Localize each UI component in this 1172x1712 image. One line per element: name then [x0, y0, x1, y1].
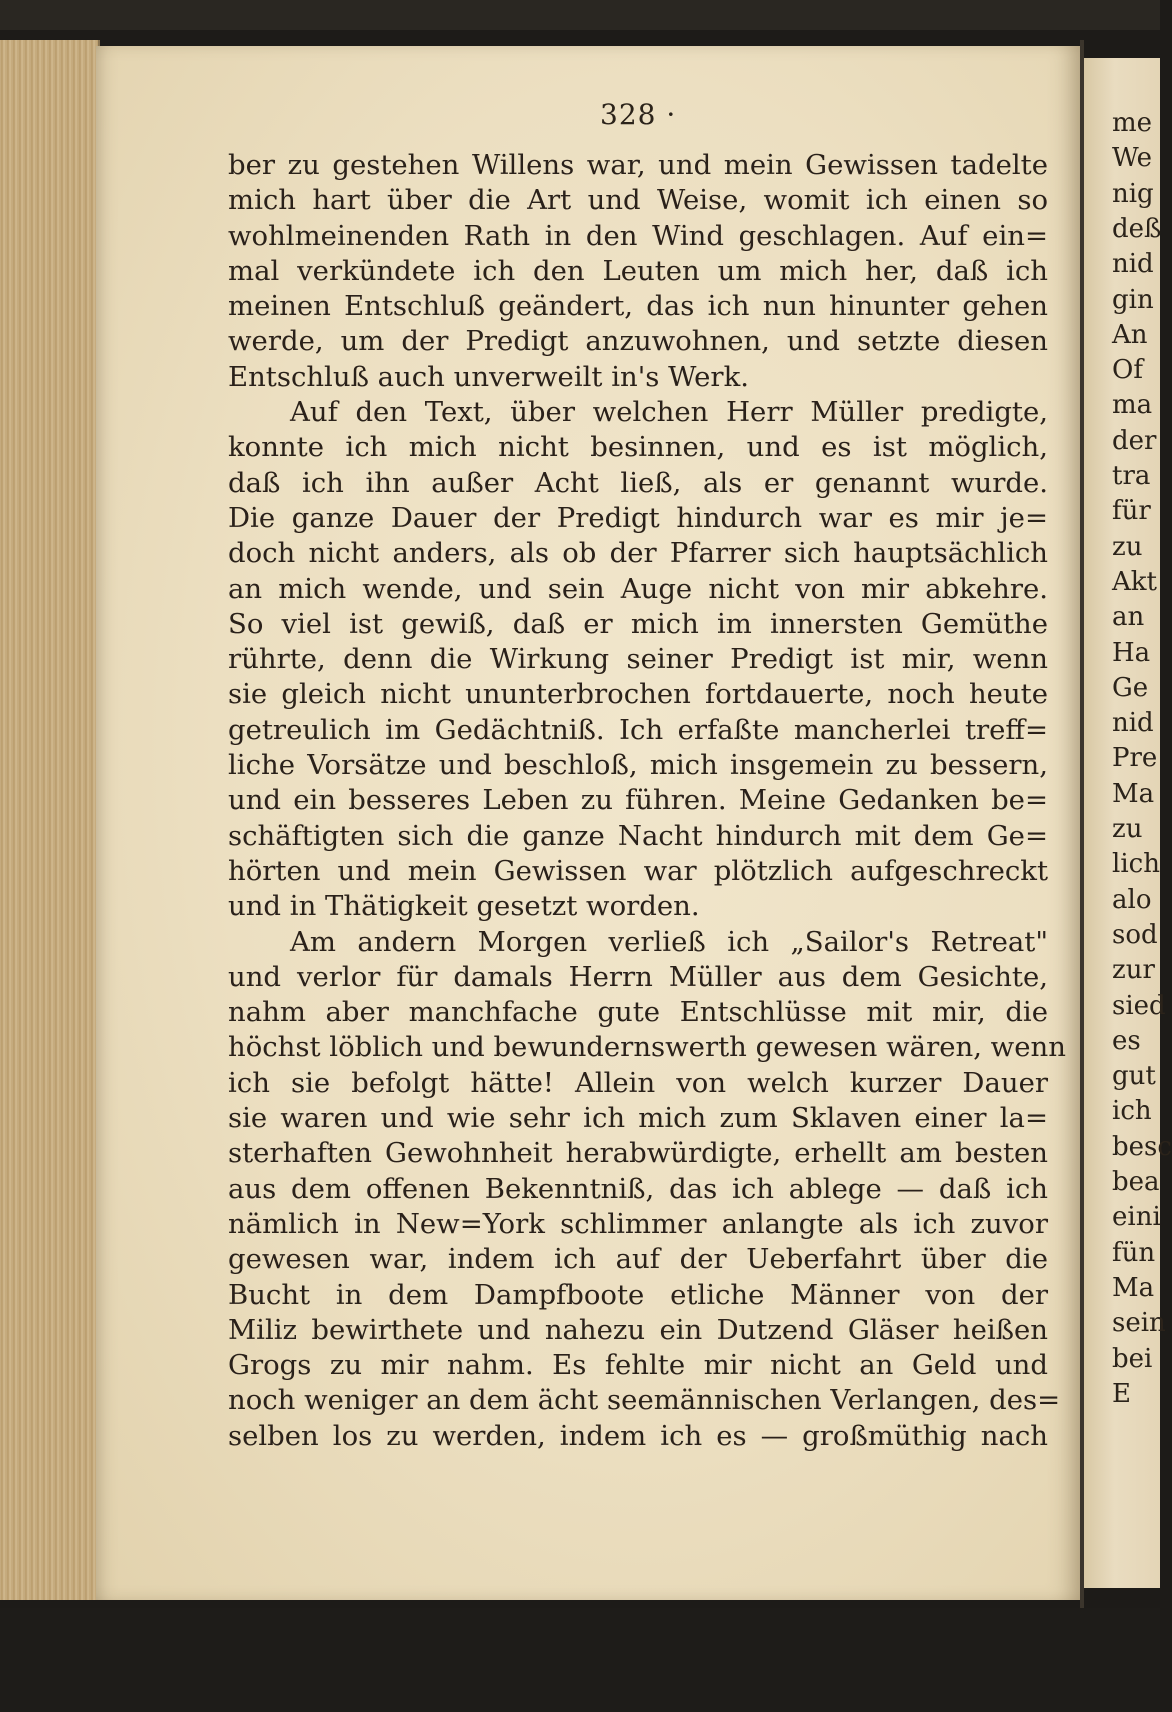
facing-page-fragment: besc	[1112, 1131, 1172, 1162]
page-number: 328 ·	[600, 98, 677, 131]
facing-page-fragment: Of	[1112, 355, 1143, 386]
text-line: getreulich im Gedächtniß. Ich erfaßte mancherlei treff=	[228, 713, 1048, 746]
facing-page-fragment: nid	[1112, 708, 1154, 739]
facing-page-fragment: eini	[1112, 1202, 1161, 1233]
facing-page-fragment: zu	[1112, 531, 1143, 562]
text-line: nämlich in New=York schlimmer anlangte als ich zuvor	[228, 1207, 1048, 1240]
facing-page-fragment: nig	[1112, 178, 1154, 209]
text-line: sie waren und wie sehr ich mich zum Sklaven einer la=	[228, 1102, 1048, 1135]
facing-page-fragment: gut	[1112, 1061, 1156, 1092]
text-line: So viel ist gewiß, daß er mich im innersten Gemüthe	[228, 607, 1048, 640]
text-line: Entschluß auch unverweilt in's Werk.	[228, 360, 749, 393]
text-line: sterhaften Gewohnheit herabwürdigte, erhellt am besten	[228, 1137, 1048, 1170]
text-line: Am andern Morgen verließ ich „Sailor's Retreat"	[290, 925, 1048, 958]
page-edge-stack	[0, 40, 100, 1600]
facing-page-fragment: me	[1112, 108, 1153, 138]
facing-page-fragment: fün	[1112, 1237, 1156, 1268]
text-line: höchst löblich und bewundernswerth gewesen wären, wenn	[228, 1031, 1066, 1064]
text-line: konnte ich mich nicht besinnen, und es ist möglich,	[228, 431, 1048, 464]
facing-page-fragment: deß	[1112, 213, 1162, 244]
text-line: hörten und mein Gewissen war plötzlich aufgeschreckt	[228, 854, 1048, 887]
facing-page-fragment: an	[1112, 602, 1145, 633]
facing-page-fragment: zur	[1112, 955, 1155, 986]
text-line: Die ganze Dauer der Predigt hindurch war es mir je=	[228, 501, 1048, 534]
facing-page-fragment: Ma	[1112, 1272, 1155, 1303]
text-line: werde, um der Predigt anzuwohnen, und setzte diesen	[228, 325, 1048, 358]
text-line: liche Vorsätze und beschloß, mich insgemein zu bessern,	[228, 749, 1048, 782]
text-line: mich hart über die Art und Weise, womit ich einen so	[228, 184, 1048, 217]
facing-page-fragment: ma	[1112, 390, 1153, 421]
facing-page-fragment: für	[1112, 496, 1151, 527]
page-text	[228, 148, 1066, 1454]
text-line: und in Thätigkeit gesetzt worden.	[228, 890, 700, 923]
facing-page-fragment: Akt	[1112, 566, 1157, 597]
facing-page-fragment: alo	[1112, 884, 1152, 915]
text-line: Grogs zu mir nahm. Es fehlte mir nicht an Geld und	[228, 1349, 1048, 1382]
text-line: ich sie befolgt hätte! Allein von welch kurzer Dauer	[228, 1066, 1048, 1099]
text-line: sie gleich nicht ununterbrochen fortdauerte, noch heute	[228, 678, 1048, 711]
facing-page-fragment: ich	[1112, 1096, 1152, 1127]
facing-page-fragment: Pre	[1112, 743, 1158, 774]
text-line: Bucht in dem Dampfboote etliche Männer von der	[228, 1278, 1048, 1311]
facing-page-fragment: sied	[1112, 990, 1166, 1021]
facing-page-fragment: tra	[1112, 461, 1151, 491]
text-line: mal verkündete ich den Leuten um mich her, daß ich	[228, 254, 1048, 287]
text-line: selben los zu werden, indem ich es — großmüthig nach	[228, 1419, 1048, 1452]
facing-page-fragment: zu	[1112, 814, 1143, 844]
text-line: doch nicht anders, als ob der Pfarrer sich hauptsächlich	[228, 537, 1048, 570]
facing-page-fragment: Ge	[1112, 672, 1149, 703]
facing-page-fragment: bea	[1112, 1167, 1160, 1197]
background-bottom	[0, 1608, 1160, 1712]
facing-page-fragment: An	[1112, 319, 1148, 350]
text-line: ber zu gestehen Willens war, und mein Gewissen tadelte	[228, 149, 1048, 181]
facing-page-fragment: lich	[1112, 849, 1160, 880]
facing-page-fragment: bei	[1112, 1343, 1153, 1374]
text-line: an mich wende, und sein Auge nicht von mir abkehre.	[228, 572, 1048, 605]
facing-page-fragment: E	[1112, 1378, 1131, 1409]
facing-page-edge	[1084, 58, 1172, 1588]
text-line: wohlmeinenden Rath in den Wind geschlagen. Auf ein=	[228, 219, 1048, 252]
text-line: daß ich ihn außer Acht ließ, als er genannt wurde.	[228, 466, 1048, 499]
text-line: aus dem offenen Bekenntniß, das ich ablege — daß ich	[228, 1172, 1048, 1205]
text-line: schäftigten sich die ganze Nacht hindurch mit dem Ge=	[228, 819, 1048, 852]
text-line: Auf den Text, über welchen Herr Müller predigte,	[290, 396, 1048, 429]
text-line: noch weniger an dem ächt seemännischen Verlangen, des=	[228, 1384, 1061, 1417]
text-line: meinen Entschluß geändert, das ich nun hinunter gehen	[228, 290, 1048, 323]
facing-page-fragment: sein	[1112, 1308, 1166, 1339]
facing-page-fragment: Ha	[1112, 637, 1151, 668]
facing-page-fragment: der	[1112, 425, 1157, 456]
text-line: rührte, denn die Wirkung seiner Predigt ist mir, wenn	[228, 643, 1048, 676]
facing-page-fragment: es	[1112, 1025, 1141, 1056]
text-line: und verlor für damals Herrn Müller aus dem Gesichte,	[228, 960, 1048, 993]
facing-page-fragment: We	[1112, 143, 1152, 174]
facing-page-fragment: sod	[1112, 919, 1158, 950]
text-line: Miliz bewirthete und nahezu ein Dutzend Gläser heißen	[228, 1313, 1048, 1346]
text-line: nahm aber manchfache gute Entschlüsse mit mir, die	[228, 996, 1048, 1029]
facing-page-fragment: nid	[1112, 249, 1154, 280]
facing-page-fragment: gin	[1112, 284, 1154, 315]
facing-page-fragment: Ma	[1112, 778, 1155, 809]
text-line: und ein besseres Leben zu führen. Meine Gedanken be=	[228, 784, 1048, 817]
text-line: gewesen war, indem ich auf der Ueberfahrt über die	[228, 1243, 1048, 1276]
